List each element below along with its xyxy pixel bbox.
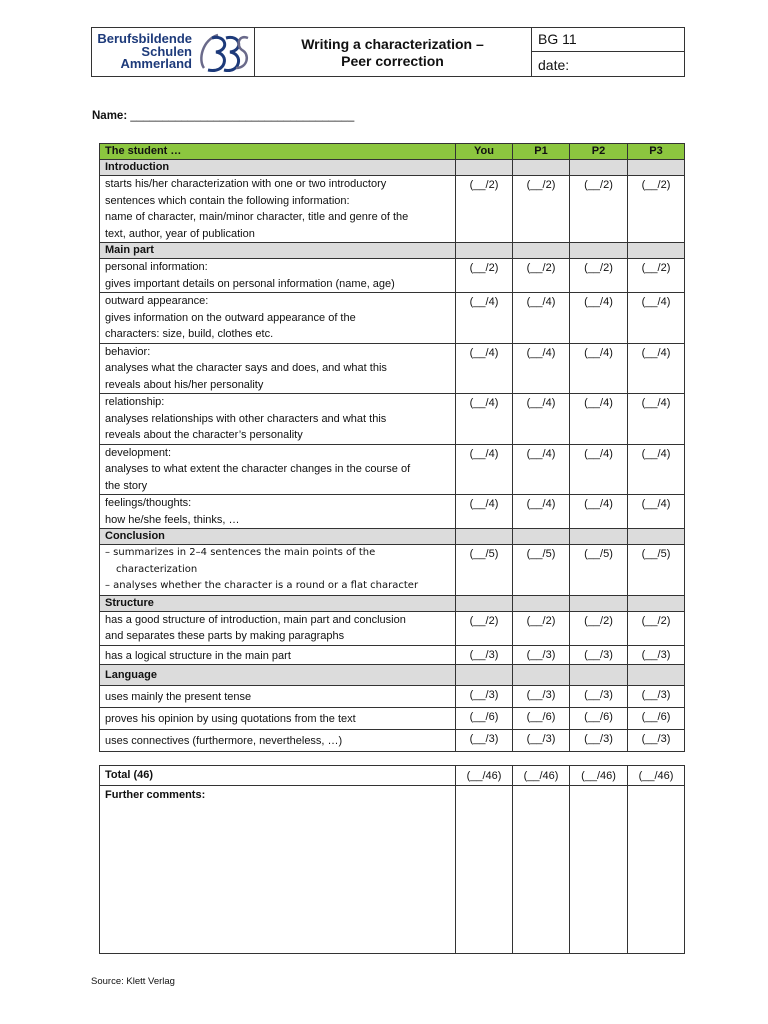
criterion-line: and separates these parts by making paragraphs <box>105 630 345 642</box>
score-cell[interactable]: (__/2) <box>570 259 628 293</box>
table-row <box>100 495 685 529</box>
section-title: Conclusion <box>100 529 456 545</box>
table-row <box>100 444 685 495</box>
comments-label[interactable]: Further comments: <box>100 786 456 954</box>
comments-cell[interactable] <box>570 786 628 954</box>
bbs-emblem-icon <box>196 30 252 74</box>
score-cell[interactable]: (__/2) <box>628 611 685 645</box>
section-title: Introduction <box>100 160 456 176</box>
column-header: P1 <box>513 144 570 160</box>
criterion-line: behavior: <box>105 345 151 358</box>
criterion-line: has a good structure of introduction, main part and conclusion <box>105 613 406 626</box>
score-cell[interactable]: (__/2) <box>513 176 570 243</box>
column-header: P2 <box>570 144 628 160</box>
criterion-line: – analyses whether the character is a round or a flat character <box>105 580 419 591</box>
criterion-cell <box>100 259 456 293</box>
title-line: Peer correction <box>341 53 444 69</box>
score-cell[interactable]: (__/4) <box>570 343 628 394</box>
total-table <box>99 765 685 954</box>
criterion-line: reveals about his/her personality <box>105 378 264 391</box>
score-cell[interactable]: (__/4) <box>628 394 685 445</box>
criterion-cell <box>100 730 456 752</box>
score-cell[interactable]: (__/2) <box>513 611 570 645</box>
criterion-line: – summarizes in 2–4 sentences the main points of the <box>105 547 376 558</box>
peer-correction-table <box>99 143 685 752</box>
score-cell[interactable]: (__/2) <box>570 611 628 645</box>
column-header: P3 <box>628 144 685 160</box>
criterion-line: analyses relationships with other characters and what this <box>105 412 387 425</box>
score-cell[interactable]: (__/3) <box>456 686 513 708</box>
score-cell[interactable]: (__/4) <box>456 495 513 529</box>
score-cell[interactable]: (__/2) <box>456 259 513 293</box>
criterion-line: personal information: <box>105 261 208 273</box>
form-header <box>91 27 685 77</box>
name-label: Name: <box>92 110 128 122</box>
table-row <box>100 686 685 708</box>
class-label: BG 11 <box>532 28 684 52</box>
score-cell[interactable]: (__/6) <box>628 708 685 730</box>
total-score-cell[interactable]: (__/46) <box>628 766 685 786</box>
score-cell[interactable]: (__/4) <box>513 444 570 495</box>
criterion-cell <box>100 645 456 665</box>
criterion-cell <box>100 444 456 495</box>
section-title: Structure <box>100 595 456 611</box>
total-label: Total (46) <box>100 766 456 786</box>
criterion-cell <box>100 545 456 596</box>
section-row <box>100 595 685 611</box>
score-cell[interactable]: (__/2) <box>628 259 685 293</box>
criterion-line: text, author, year of publication <box>105 227 255 240</box>
score-cell[interactable]: (__/5) <box>628 545 685 596</box>
total-row <box>100 766 685 786</box>
criterion-line: starts his/her characterization with one or two introductory <box>105 178 387 190</box>
score-cell[interactable]: (__/6) <box>570 708 628 730</box>
score-cell[interactable]: (__/3) <box>628 730 685 752</box>
score-cell[interactable]: (__/4) <box>513 343 570 394</box>
criterion-cell <box>100 686 456 708</box>
class-date-box <box>532 28 684 76</box>
score-cell[interactable]: (__/4) <box>628 495 685 529</box>
total-score-cell[interactable]: (__/46) <box>570 766 628 786</box>
score-cell[interactable]: (__/4) <box>628 444 685 495</box>
form-title <box>254 28 532 76</box>
column-header: You <box>456 144 513 160</box>
score-cell[interactable]: (__/3) <box>456 645 513 665</box>
criterion-line: proves his opinion by using quotations from the text <box>105 713 356 725</box>
criterion-cell <box>100 495 456 529</box>
section-row <box>100 665 685 686</box>
score-cell[interactable]: (__/6) <box>513 708 570 730</box>
criterion-line: has a logical structure in the main part <box>105 649 291 662</box>
score-cell[interactable]: (__/3) <box>628 686 685 708</box>
criterion-line: reveals about the character’s personality <box>105 429 303 441</box>
score-cell[interactable]: (__/4) <box>456 394 513 445</box>
table-row <box>100 176 685 243</box>
table-row <box>100 730 685 752</box>
table-row <box>100 293 685 344</box>
criterion-line: how he/she feels, thinks, … <box>105 513 240 526</box>
title-line: Writing a characterization – <box>301 36 484 52</box>
table-row <box>100 645 685 665</box>
score-cell[interactable]: (__/3) <box>513 686 570 708</box>
score-cell[interactable]: (__/5) <box>456 545 513 596</box>
score-cell[interactable]: (__/4) <box>456 343 513 394</box>
score-cell[interactable]: (__/3) <box>513 645 570 665</box>
score-cell[interactable]: (__/4) <box>513 293 570 344</box>
total-score-cell[interactable]: (__/46) <box>513 766 570 786</box>
score-cell[interactable]: (__/2) <box>456 611 513 645</box>
table-row <box>100 611 685 645</box>
criterion-line: characters: size, build, clothes etc. <box>105 328 274 340</box>
score-cell[interactable]: (__/2) <box>628 176 685 243</box>
table-row <box>100 708 685 730</box>
score-cell[interactable]: (__/2) <box>513 259 570 293</box>
criterion-line: sentences which contain the following information: <box>105 194 350 207</box>
table-row <box>100 394 685 445</box>
criterion-line: the story <box>105 479 148 492</box>
criterion-cell <box>100 611 456 645</box>
score-cell[interactable]: (__/2) <box>570 176 628 243</box>
score-cell[interactable]: (__/4) <box>513 495 570 529</box>
section-row <box>100 529 685 545</box>
criterion-cell <box>100 708 456 730</box>
score-cell[interactable]: (__/6) <box>456 708 513 730</box>
score-cell[interactable]: (__/3) <box>570 686 628 708</box>
score-cell[interactable]: (__/3) <box>456 730 513 752</box>
score-cell[interactable]: (__/3) <box>570 730 628 752</box>
section-row <box>100 160 685 176</box>
criterion-line: outward appearance: <box>105 295 209 307</box>
criterion-line: analyses what the character says and does, and what this <box>105 362 387 374</box>
score-cell[interactable]: (__/4) <box>456 444 513 495</box>
logo-line: Schulen <box>141 43 192 59</box>
source-note: Source: Klett Verlag <box>91 976 175 987</box>
criterion-cell <box>100 343 456 394</box>
logo-wordmark <box>94 33 192 71</box>
column-header: The student … <box>100 144 456 160</box>
comments-cell[interactable] <box>456 786 513 954</box>
criterion-line: name of character, main/minor character, title and genre of the <box>105 211 409 223</box>
score-cell[interactable]: (__/3) <box>513 730 570 752</box>
date-label: date: <box>538 57 570 73</box>
section-row <box>100 243 685 259</box>
comments-cell[interactable] <box>513 786 570 954</box>
name-blank[interactable]: ___________________________________ <box>130 110 355 122</box>
criterion-line: gives information on the outward appearance of the <box>105 311 356 324</box>
criterion-cell <box>100 293 456 344</box>
criterion-cell <box>100 394 456 445</box>
total-score-cell[interactable]: (__/46) <box>456 766 513 786</box>
criterion-line: characterization <box>116 563 198 575</box>
criterion-cell <box>100 176 456 243</box>
score-cell[interactable]: (__/4) <box>456 293 513 344</box>
score-cell[interactable]: (__/4) <box>570 394 628 445</box>
criterion-line: relationship: <box>105 396 165 408</box>
section-title: Language <box>100 665 456 686</box>
criterion-line: gives important details on personal information (name, age) <box>105 277 395 290</box>
score-cell[interactable]: (__/4) <box>570 495 628 529</box>
criterion-line: feelings/thoughts: <box>105 497 192 509</box>
criterion-line: development: <box>105 446 172 459</box>
logo-line: Ammerland <box>120 56 192 71</box>
name-field[interactable] <box>92 110 354 122</box>
score-cell[interactable]: (__/4) <box>628 293 685 344</box>
score-cell[interactable]: (__/4) <box>570 293 628 344</box>
criterion-line: analyses to what extent the character changes in the course of <box>105 463 411 475</box>
score-cell[interactable]: (__/3) <box>628 645 685 665</box>
logo-line: Berufsbildende <box>97 31 192 46</box>
table-row <box>100 343 685 394</box>
comments-row <box>100 786 685 954</box>
criterion-line: uses mainly the present tense <box>105 691 252 703</box>
score-cell[interactable]: (__/5) <box>570 545 628 596</box>
table-header-row <box>100 144 685 160</box>
score-cell[interactable]: (__/3) <box>570 645 628 665</box>
score-cell[interactable]: (__/4) <box>628 343 685 394</box>
score-cell[interactable]: (__/2) <box>456 176 513 243</box>
table-row <box>100 259 685 293</box>
comments-cell[interactable] <box>628 786 685 954</box>
section-title: Main part <box>100 243 456 259</box>
criterion-line: uses connectives (furthermore, nevertheless, …) <box>105 735 343 747</box>
score-cell[interactable]: (__/4) <box>570 444 628 495</box>
school-logo <box>92 28 255 76</box>
table-row <box>100 545 685 596</box>
score-cell[interactable]: (__/5) <box>513 545 570 596</box>
score-cell[interactable]: (__/4) <box>513 394 570 445</box>
